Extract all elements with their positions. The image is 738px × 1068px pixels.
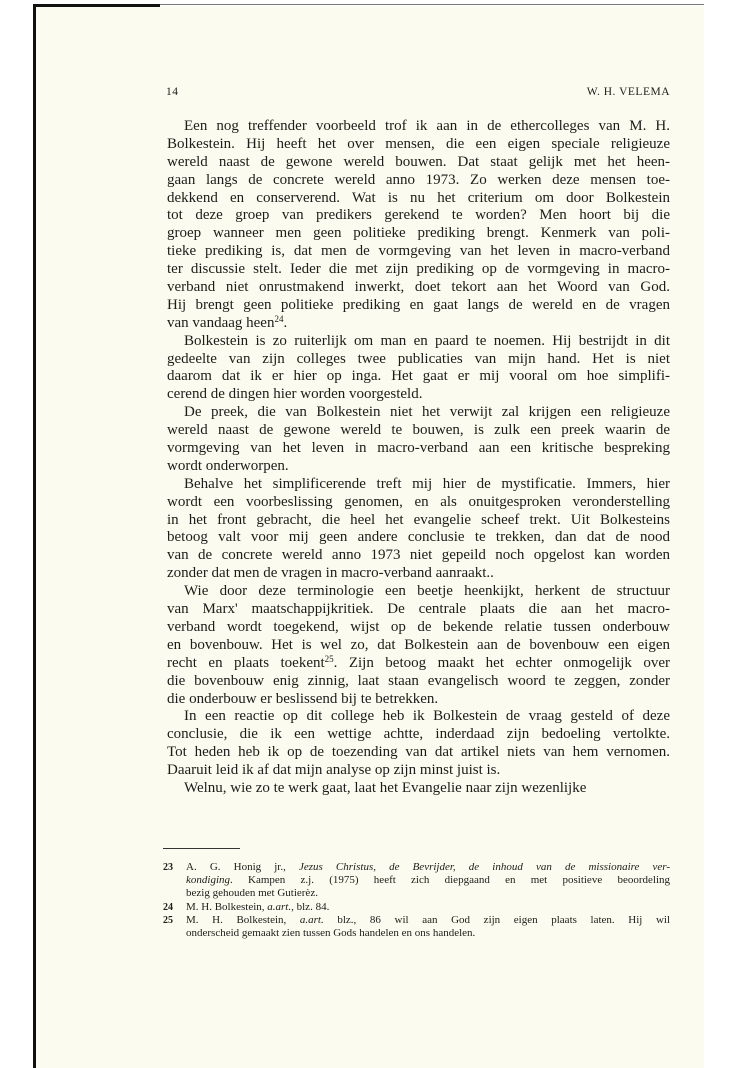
paragraph (167, 708, 670, 780)
footnote-text: . Kampen z.j. (1975) heeft zich diepgaand en met positieve beoordeling (230, 874, 670, 887)
text-line (167, 726, 670, 744)
text-line (167, 547, 670, 565)
line-text: Bolkestein is zo ruiterlijk om man en paard te noemen. Hij bestrijdt in dit (184, 332, 670, 349)
text-line (167, 154, 670, 172)
line-text: tieke prediking is, dat men de vormgeving van het leven in macro-verband (167, 243, 670, 260)
line-text: van Marx' maatschappijkritiek. De centrale plaats die aan het macro- (167, 601, 670, 618)
footnote-marker: 25 (324, 653, 334, 664)
line-text: van vandaag heen (167, 314, 275, 331)
text-line (167, 458, 670, 476)
text-line (167, 172, 670, 190)
line-text: van de concrete wereld anno 1973 niet gepeild noch opgelost kan worden (167, 547, 670, 564)
text-line (167, 601, 670, 619)
scan-border-left (33, 4, 36, 1068)
footnote-marker: 24 (274, 313, 284, 324)
line-text: daarom dat ik er hier op inga. Het gaat er mij vooral om hoe simplifi- (167, 368, 670, 385)
line-text: Welnu, wie zo te werk gaat, laat het Evangelie naar zijn wezenlijke (184, 779, 587, 796)
line-text: verband niet onrustmakend inwerkt, doet tekort aan het Woord van God. (167, 279, 670, 296)
line-text: vormgeving van het leven in macro-verband aan een kritische bespreking (167, 440, 670, 457)
footnote-text: onderscheid gemaakt zien tussen Gods handelen en ons handelen. (186, 927, 476, 940)
text-line (167, 207, 670, 225)
line-text: In een reactie op dit college heb ik Bolkestein de vraag gesteld of deze (184, 708, 670, 725)
text-line (167, 691, 670, 709)
footnote-text: , blz. 84. (291, 900, 330, 913)
paragraph (167, 118, 670, 333)
footnote-author: M. H. Bolkestein, (186, 913, 287, 926)
text-line (167, 404, 670, 422)
text-line (167, 440, 670, 458)
line-text: Behalve het simplificerende treft mij hier de mystificatie. Immers, hier (184, 475, 670, 492)
text-line (167, 279, 670, 297)
text-line (167, 351, 670, 369)
line-text: die bovenbouw enig zinnig, laat staan evangelisch woord te zeggen, zonder (167, 672, 670, 689)
footnote-number: 25 (163, 914, 173, 926)
footnotes (163, 861, 670, 940)
line-text: groep wanneer men geen politieke prediking brengt. Kenmerk van poli- (167, 225, 670, 242)
paragraph (167, 333, 670, 405)
body-text (167, 118, 670, 798)
line-text: gaan langs de concrete wereld anno 1973. Zo werken deze mensen toe- (167, 171, 670, 188)
text-line (167, 565, 670, 583)
text-line (167, 673, 670, 691)
line-text: wereld naast de gewone wereld bouwen. Dat staat gelijk met het heen- (167, 153, 670, 170)
footnote-author: M. H. Bolkestein, (186, 900, 265, 913)
text-line (167, 386, 670, 404)
paragraph (167, 404, 670, 476)
line-text: Tot heden heb ik op de toezending van dat artikel niets van hem vernomen. (167, 744, 670, 761)
text-line (167, 583, 670, 601)
footnote-23 (163, 861, 670, 901)
footnote-title: kondiging (186, 874, 230, 887)
line-text: en bovenbouw. Het is wel zo, dat Bolkestein aan de bovenbouw een eigen (167, 636, 670, 653)
line-text: Daaruit leid ik af dat mijn analyse op zijn minst juist is. (167, 762, 501, 779)
line-text: tot deze groep van predikers gerekend te worden? Men hoort bij die (167, 207, 670, 224)
line-text: cerend de dingen hier worden voorgesteld. (167, 386, 423, 403)
line-text: wereld naast de gewone wereld te bouwen, is zulk een preek waarin de (167, 422, 670, 439)
text-line (167, 243, 670, 261)
footnote-25 (163, 914, 670, 940)
line-text: zonder dat men de vragen in macro-verband aanraakt.. (167, 565, 494, 582)
text-line (167, 476, 670, 494)
text-line (167, 261, 670, 279)
text-line (167, 297, 670, 315)
footnote-number: 23 (163, 862, 173, 873)
line-text: Bolkestein. Hij heeft het over mensen, die een eigen speciale religieuze (167, 135, 670, 152)
line-text: recht en plaats toekent (167, 654, 325, 671)
line-text: ter discussie stelt. Ieder die met zijn prediking op de vormgeving in macro- (167, 261, 670, 278)
footnote-ref: a.art. (267, 900, 292, 913)
text-line (167, 333, 670, 351)
text-line (167, 708, 670, 726)
page-number: 14 (166, 86, 179, 98)
line-text: in het front gebracht, die heel het evangelie scheef trekt. Uit Bolkesteins (167, 511, 670, 528)
line-text: Een nog treffender voorbeeld trof ik aan in de ethercolleges van M. H. (184, 118, 670, 134)
line-text: Hij brengt geen politieke prediking en gaat langs de wereld en de vragen (167, 296, 670, 313)
footnote-text: blz., 86 wil aan God zijn eigen plaats laten. Hij wil (323, 913, 671, 926)
scan-border-top (33, 4, 160, 7)
footnote-text: bezig gehouden met Gutierèz. (186, 887, 318, 900)
text-line (167, 637, 670, 655)
line-text: dekkend en conserverend. Wat is nu het criterium om door Bolkestein (167, 189, 670, 206)
text-line (167, 744, 670, 762)
footnote-ref: a.art. (299, 913, 324, 926)
paragraph (167, 583, 670, 708)
running-head-author: W. H. VELEMA (586, 86, 670, 98)
line-text: . Zijn betoog maakt het echter onmogelijk over (333, 654, 670, 671)
text-line (167, 422, 670, 440)
text-line (167, 762, 670, 780)
line-text: . (283, 314, 288, 331)
line-text: verband wordt toegekend, wijst op de bekende relatie tussen onderbouw (167, 618, 670, 635)
line-text: conclusie, die ik een wettige achtte, inderdaad zijn bedoeling vertolkte. (167, 726, 670, 743)
line-text: De preek, die van Bolkestein niet het verwijt zal krijgen een religieuze (184, 404, 670, 421)
footnote-rule (163, 848, 240, 849)
text-line (167, 780, 670, 798)
text-line (167, 619, 670, 637)
text-line (167, 512, 670, 530)
footnote-author: A. G. Honig jr., (186, 861, 286, 873)
scan-border-top-thin (160, 4, 704, 5)
text-line (167, 190, 670, 208)
text-line (167, 494, 670, 512)
footnote-number: 24 (163, 901, 173, 913)
line-text: wordt onderworpen. (167, 457, 289, 474)
text-line (167, 368, 670, 386)
text-line (167, 225, 670, 243)
line-text: die onderbouw er beslissend bij te betrekken. (167, 690, 439, 707)
text-line (167, 118, 670, 136)
line-text: betoog valt voor mij geen andere conclusie te trekken, dan dat de nood (167, 529, 670, 546)
text-line (167, 136, 670, 154)
text-line (167, 655, 670, 673)
paragraph (167, 476, 670, 583)
footnote-24 (163, 901, 670, 914)
line-text: gedeelte van zijn colleges twee publicaties van mijn hand. Het is niet (167, 350, 670, 367)
paragraph (167, 780, 670, 798)
text-line (167, 315, 670, 333)
line-text: wordt een voorbeslissing genomen, en als onuitgesproken veronderstelling (167, 493, 670, 510)
line-text: Wie door deze terminologie een beetje heenkijkt, herkent de structuur (184, 583, 670, 600)
footnote-title: Jezus Christus, de Bevrijder, de inhoud van de missionaire ver- (298, 861, 670, 873)
text-line (167, 529, 670, 547)
